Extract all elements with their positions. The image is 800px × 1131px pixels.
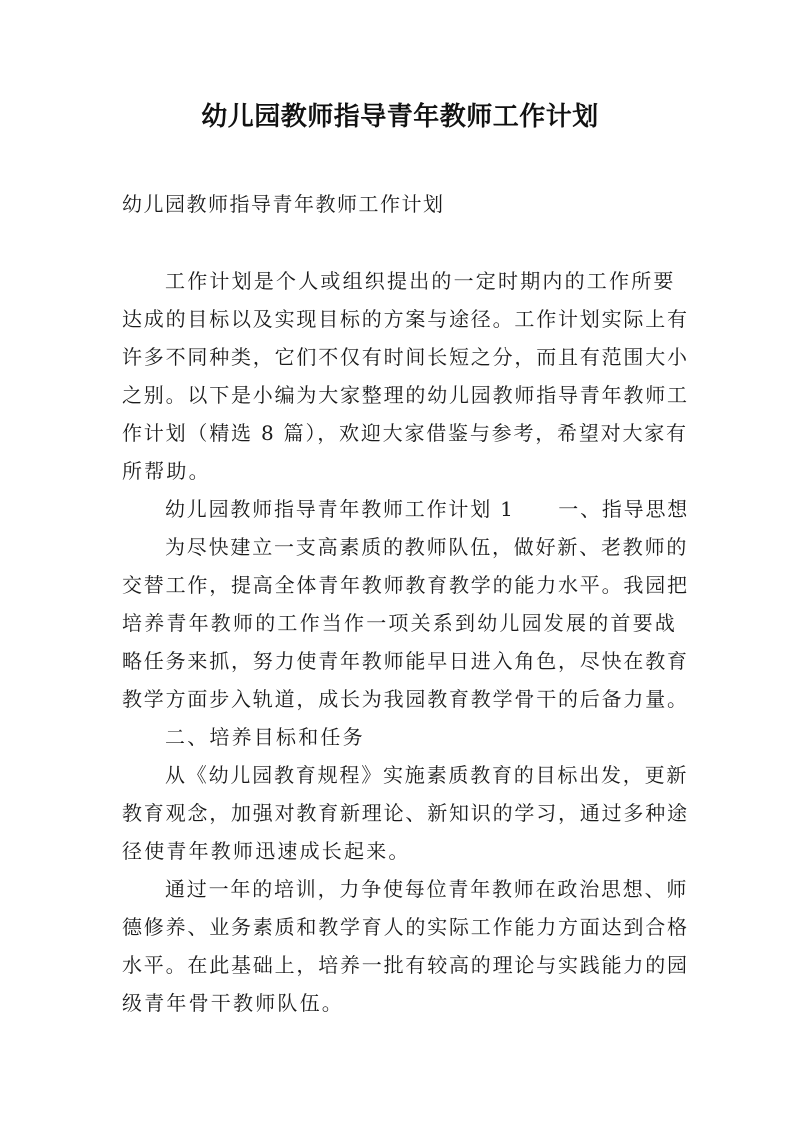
body-line: 径使青年教师迅速成长起来。 <box>122 839 411 863</box>
body-line: 所帮助。 <box>122 459 211 483</box>
body-line: 培养青年教师的工作当作一项关系到幼儿园发展的首要战 <box>122 611 677 635</box>
body-line: 作计划（精选 8 篇），欢迎大家借鉴与参考，希望对大家有 <box>122 421 688 445</box>
body-line: 从《幼儿园教育规程》实施素质教育的目标出发，更新 <box>165 763 689 787</box>
body-line: 教育观念，加强对教育新理论、新知识的学习，通过多种途 <box>122 801 689 825</box>
body-line: 略任务来抓，努力使青年教师能早日进入角色，尽快在教育 <box>122 649 689 673</box>
document-subtitle: 幼儿园教师指导青年教师工作计划 <box>122 192 445 216</box>
section-heading: 二、培养目标和任务 <box>165 725 365 749</box>
body-line: 达成的目标以及实现目标的方案与途径。工作计划实际上有 <box>122 307 689 331</box>
body-line: 通过一年的培训，力争使每位青年教师在政治思想、师 <box>165 877 689 901</box>
body-line: 许多不同种类，它们不仅有时间长短之分，而且有范围大小 <box>122 345 689 369</box>
body-line: 为尽快建立一支高素质的教师队伍，做好新、老教师的 <box>165 535 689 559</box>
body-line: 幼儿园教师指导青年教师工作计划 1 一、指导思想 <box>165 497 690 521</box>
body-line: 德修养、业务素质和教学育人的实际工作能力方面达到合格 <box>122 915 689 939</box>
body-line: 之别。以下是小编为大家整理的幼儿园教师指导青年教师工 <box>122 383 689 407</box>
body-line: 教学方面步入轨道，成长为我园教育教学骨干的后备力量。 <box>122 687 689 711</box>
body-line: 工作计划是个人或组织提出的一定时期内的工作所要 <box>165 269 676 293</box>
body-line: 交替工作，提高全体青年教师教育教学的能力水平。我园把 <box>122 573 689 597</box>
body-line: 级青年骨干教师队伍。 <box>122 991 344 1015</box>
document-title: 幼儿园教师指导青年教师工作计划 <box>201 102 599 132</box>
body-line: 水平。在此基础上，培养一批有较高的理论与实践能力的园 <box>122 953 689 977</box>
